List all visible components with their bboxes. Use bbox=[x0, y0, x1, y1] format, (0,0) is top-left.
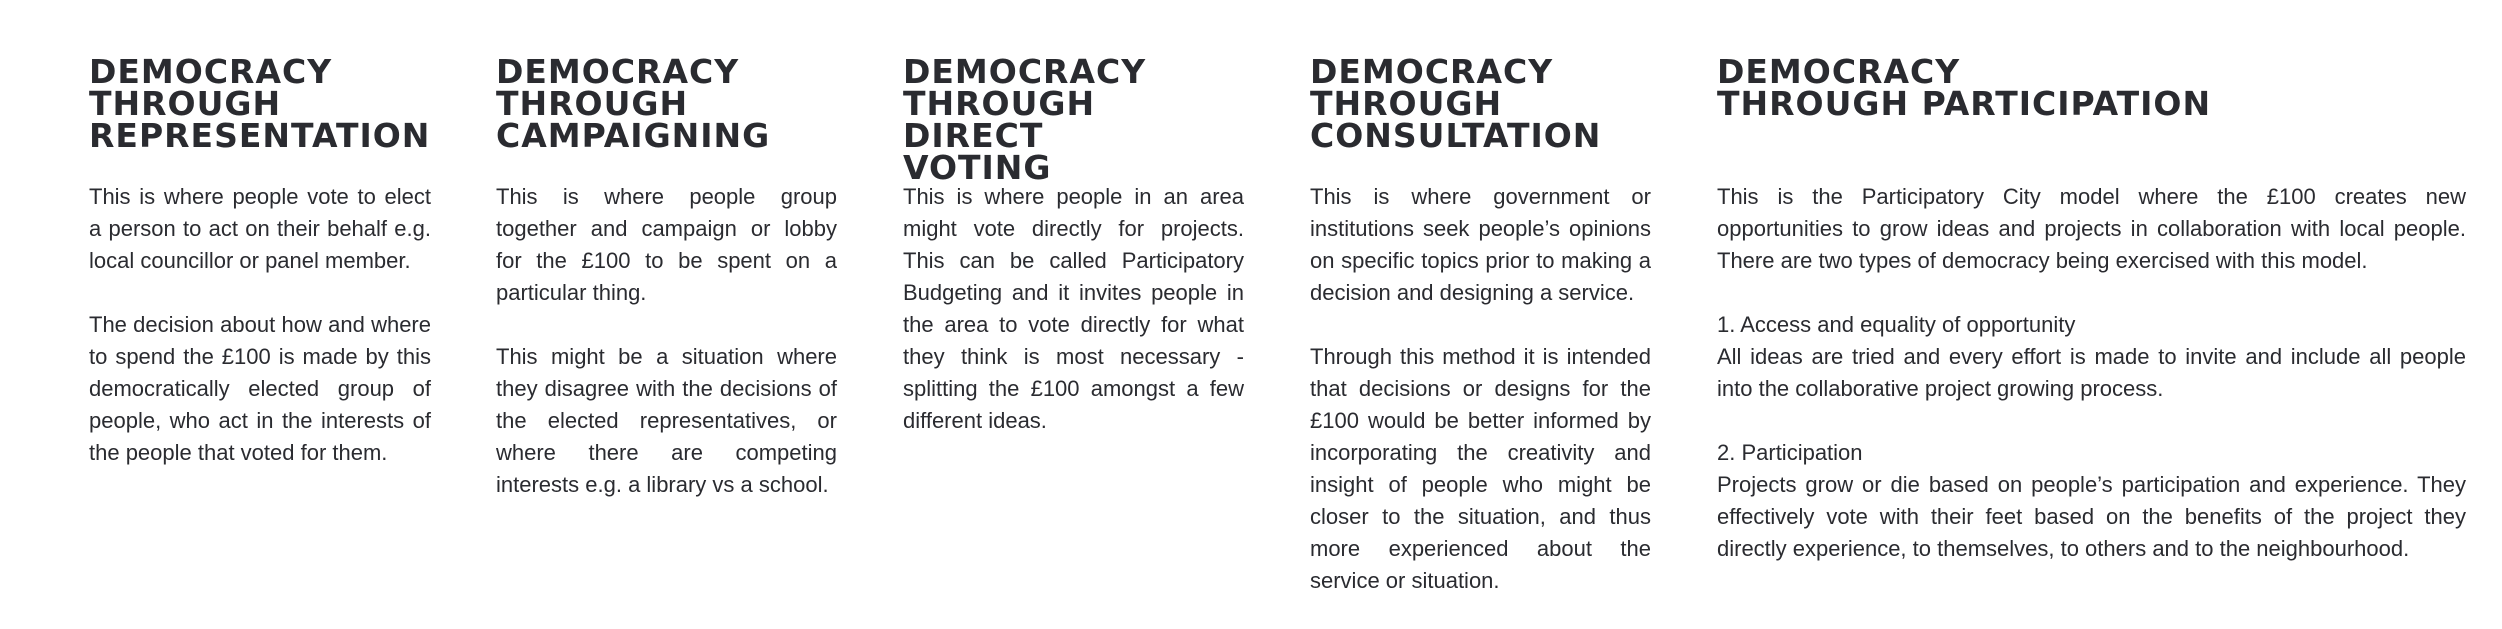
heading-line: VOTING bbox=[903, 148, 1052, 187]
paragraph: This is where people vote to elect a person to act on their behalf e.g. local councillor or panel member. bbox=[89, 184, 431, 273]
heading-line: REPRESENTATION bbox=[89, 116, 431, 155]
heading-line: THROUGH bbox=[1310, 84, 1503, 123]
heading-line: THROUGH DIRECT bbox=[903, 84, 1096, 155]
column-consultation bbox=[1310, 52, 1651, 629]
heading-line: CAMPAIGNING bbox=[496, 116, 771, 155]
point-participation bbox=[1717, 437, 2466, 565]
point-title: 2. Participation bbox=[1717, 440, 1863, 465]
column-representation bbox=[89, 52, 431, 501]
heading-representation bbox=[89, 52, 431, 181]
heading-participation bbox=[1717, 52, 2466, 181]
column-campaigning bbox=[496, 52, 837, 533]
heading-line: DEMOCRACY bbox=[1310, 52, 1554, 91]
column-direct-voting bbox=[903, 52, 1244, 469]
heading-line: DEMOCRACY bbox=[89, 52, 333, 91]
heading-line: THROUGH bbox=[496, 84, 689, 123]
heading-line: THROUGH bbox=[89, 84, 282, 123]
paragraph: The decision about how and where to spend the £100 is made by this democratically elected group of people, who act in the interests of the people that voted for them. bbox=[89, 312, 431, 465]
intro-paragraph: This is the Participatory City model where the £100 creates new opportunities to grow ideas and projects in collaboration with local people. There are two types of democracy being exercised with this model. bbox=[1717, 184, 2466, 273]
paragraph: This might be a situation where they disagree with the decisions of the elected representatives, or where there are competing interests e.g. a library vs a school. bbox=[496, 344, 837, 497]
heading-direct-voting bbox=[903, 52, 1244, 187]
paragraph: Through this method it is intended that decisions or designs for the £100 would be better informed by incorporating the creativity and insight of people who might be closer to the situation, and thus more experienced about the service or situation. bbox=[1310, 344, 1651, 593]
heading-line: DEMOCRACY bbox=[496, 52, 740, 91]
heading-line: DEMOCRACY bbox=[903, 52, 1147, 91]
point-access-equality bbox=[1717, 309, 2466, 405]
heading-line: DEMOCRACY bbox=[1717, 52, 1961, 91]
point-body: Projects grow or die based on people’s participation and experience. They effectively vote with their feet based on the benefits of the project they directly experience, to themselves, to others and to the neighbourhood. bbox=[1717, 472, 2466, 561]
paragraph: This is where people in an area might vote directly for projects. This can be called Participatory Budgeting and it invites people in the area to vote directly for what they think is most necessary - splitting the £100 amongst a few different ideas. bbox=[903, 184, 1244, 433]
paragraph: This is where government or institutions seek people’s opinions on specific topics prior to making a decision and designing a service. bbox=[1310, 184, 1651, 305]
heading-consultation bbox=[1310, 52, 1651, 181]
paragraph: This is where people group together and campaign or lobby for the £100 to be spent on a particular thing. bbox=[496, 184, 837, 305]
heading-line: THROUGH PARTICIPATION bbox=[1717, 84, 2212, 123]
point-body: All ideas are tried and every effort is made to invite and include all people into the collaborative project growing process. bbox=[1717, 344, 2466, 401]
point-title: 1. Access and equality of opportunity bbox=[1717, 312, 2076, 337]
heading-campaigning bbox=[496, 52, 837, 181]
heading-line: CONSULTATION bbox=[1310, 116, 1602, 155]
column-participation bbox=[1717, 52, 2466, 597]
